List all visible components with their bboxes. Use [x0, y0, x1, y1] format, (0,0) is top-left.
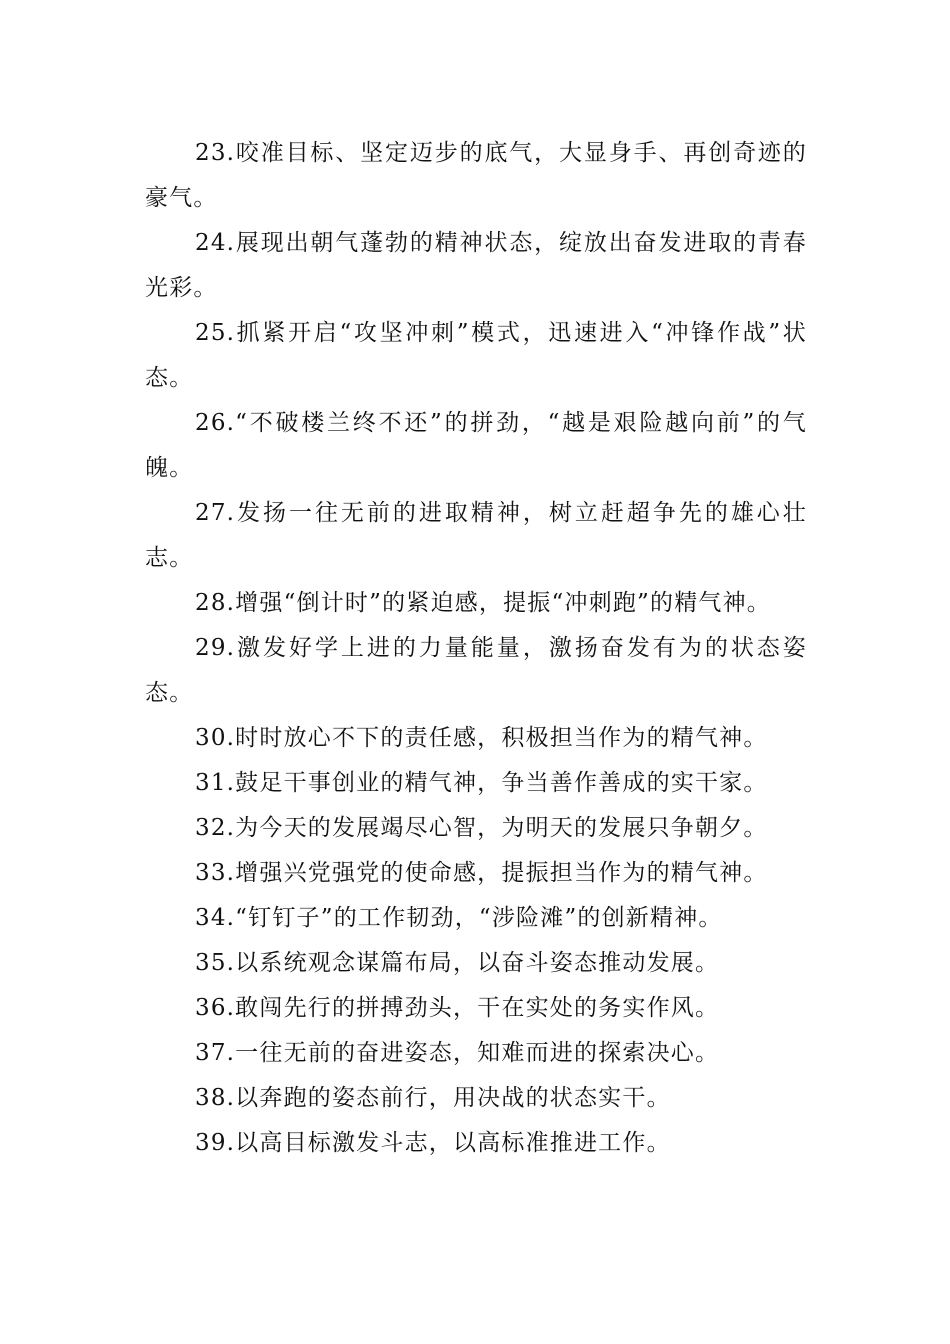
paragraph-31: 31.鼓足干事创业的精气神，争当善作善成的实干家。: [195, 770, 768, 796]
paragraph-39: 39.以高目标激发斗志，以高标准推进工作。: [195, 1130, 671, 1156]
paragraph-37: 37.一往无前的奋进姿态，知难而进的探索决心。: [195, 1040, 720, 1066]
document-body: [145, 131, 807, 1166]
paragraph-29: 29.激发好学上进的力量能量，激扬奋发有为的状态姿态。: [145, 635, 807, 706]
paragraph-24: 24.展现出朝气蓬勃的精神状态，绽放出奋发进取的青春光彩。: [145, 230, 807, 301]
paragraph-33: 33.增强兴党强党的使命感，提振担当作为的精气神。: [195, 860, 768, 886]
paragraph-36: 36.敢闯先行的拼搏劲头，干在实处的务实作风。: [195, 995, 720, 1021]
paragraph-27: 27.发扬一往无前的进取精神，树立赶超争先的雄心壮志。: [145, 500, 807, 571]
paragraph-38: 38.以奔跑的姿态前行，用决战的状态实干。: [195, 1085, 671, 1111]
paragraph-23: 23.咬准目标、坚定迈步的底气，大显身手、再创奇迹的豪气。: [145, 140, 807, 211]
paragraph-25: 25.抓紧开启“攻坚冲刺”模式，迅速进入“冲锋作战”状态。: [145, 320, 807, 391]
paragraph-26: 26.“不破楼兰终不还”的拼劲，“越是艰险越向前”的气魄。: [145, 410, 807, 481]
paragraph-35: 35.以系统观念谋篇布局，以奋斗姿态推动发展。: [195, 950, 720, 976]
paragraph-34: 34.“钉钉子”的工作韧劲，“涉险滩”的创新精神。: [195, 905, 723, 931]
paragraph-28: 28.增强“倒计时”的紧迫感，提振“冲刺跑”的精气神。: [195, 590, 772, 616]
paragraph-32: 32.为今天的发展竭尽心智，为明天的发展只争朝夕。: [195, 815, 768, 841]
paragraph-30: 30.时时放心不下的责任感，积极担当作为的精气神。: [195, 725, 768, 751]
